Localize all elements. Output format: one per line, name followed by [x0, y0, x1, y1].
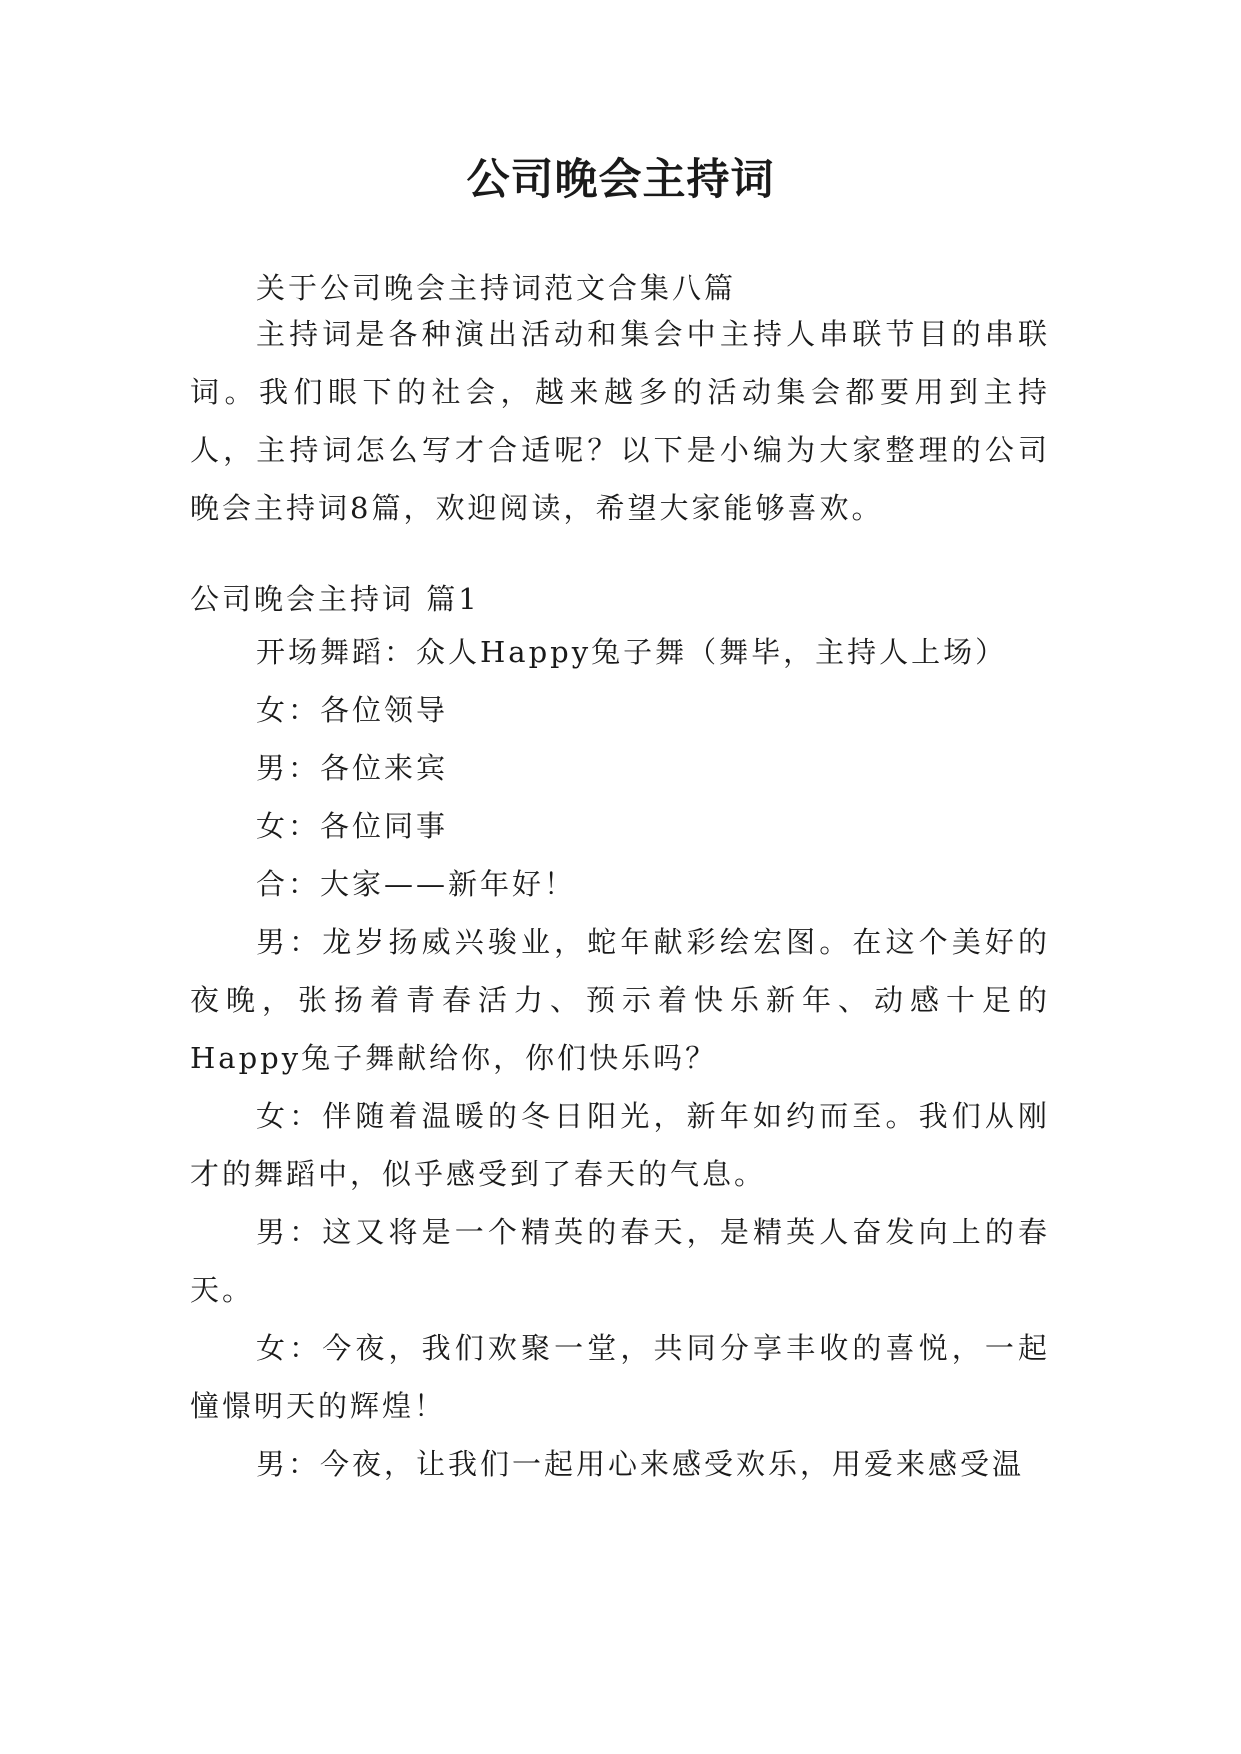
paragraph: 男：这又将是一个精英的春天，是精英人奋发向上的春天。: [190, 1215, 1050, 1307]
paragraph: 女：各位同事: [256, 809, 449, 843]
paragraph: 女：今夜，我们欢聚一堂，共同分享丰收的喜悦，一起憧憬明天的辉煌！: [190, 1331, 1050, 1423]
subtitle: 关于公司晚会主持词范文合集八篇: [256, 271, 737, 305]
intro-paragraph: 主持词是各种演出活动和集会中主持人串联节目的串联词。我们眼下的社会，越来越多的活动集会都要用到主持人，主持词怎么写才合适呢？以下是小编为大家整理的公司晚会主持词8篇，欢迎阅读，希望大家能够喜欢。: [190, 317, 1050, 525]
paragraph: 开场舞蹈：众人Happy兔子舞（舞毕，主持人上场）: [256, 635, 1008, 669]
page-title: 公司晚会主持词: [466, 155, 775, 205]
paragraph: 女：各位领导: [256, 693, 449, 727]
paragraph: 男：各位来宾: [256, 751, 449, 785]
paragraph: 男：龙岁扬威兴骏业，蛇年献彩绘宏图。在这个美好的夜晚，张扬着青春活力、预示着快乐新年、动感十足的Happy兔子舞献给你，你们快乐吗？: [190, 925, 1050, 1075]
paragraph: 男：今夜，让我们一起用心来感受欢乐，用爱来感受温: [256, 1447, 1025, 1481]
paragraph: 合：大家——新年好！: [256, 867, 577, 901]
paragraph: 女：伴随着温暖的冬日阳光，新年如约而至。我们从刚才的舞蹈中，似乎感受到了春天的气息。: [190, 1099, 1050, 1191]
section-heading: 公司晚会主持词 篇1: [190, 582, 480, 616]
